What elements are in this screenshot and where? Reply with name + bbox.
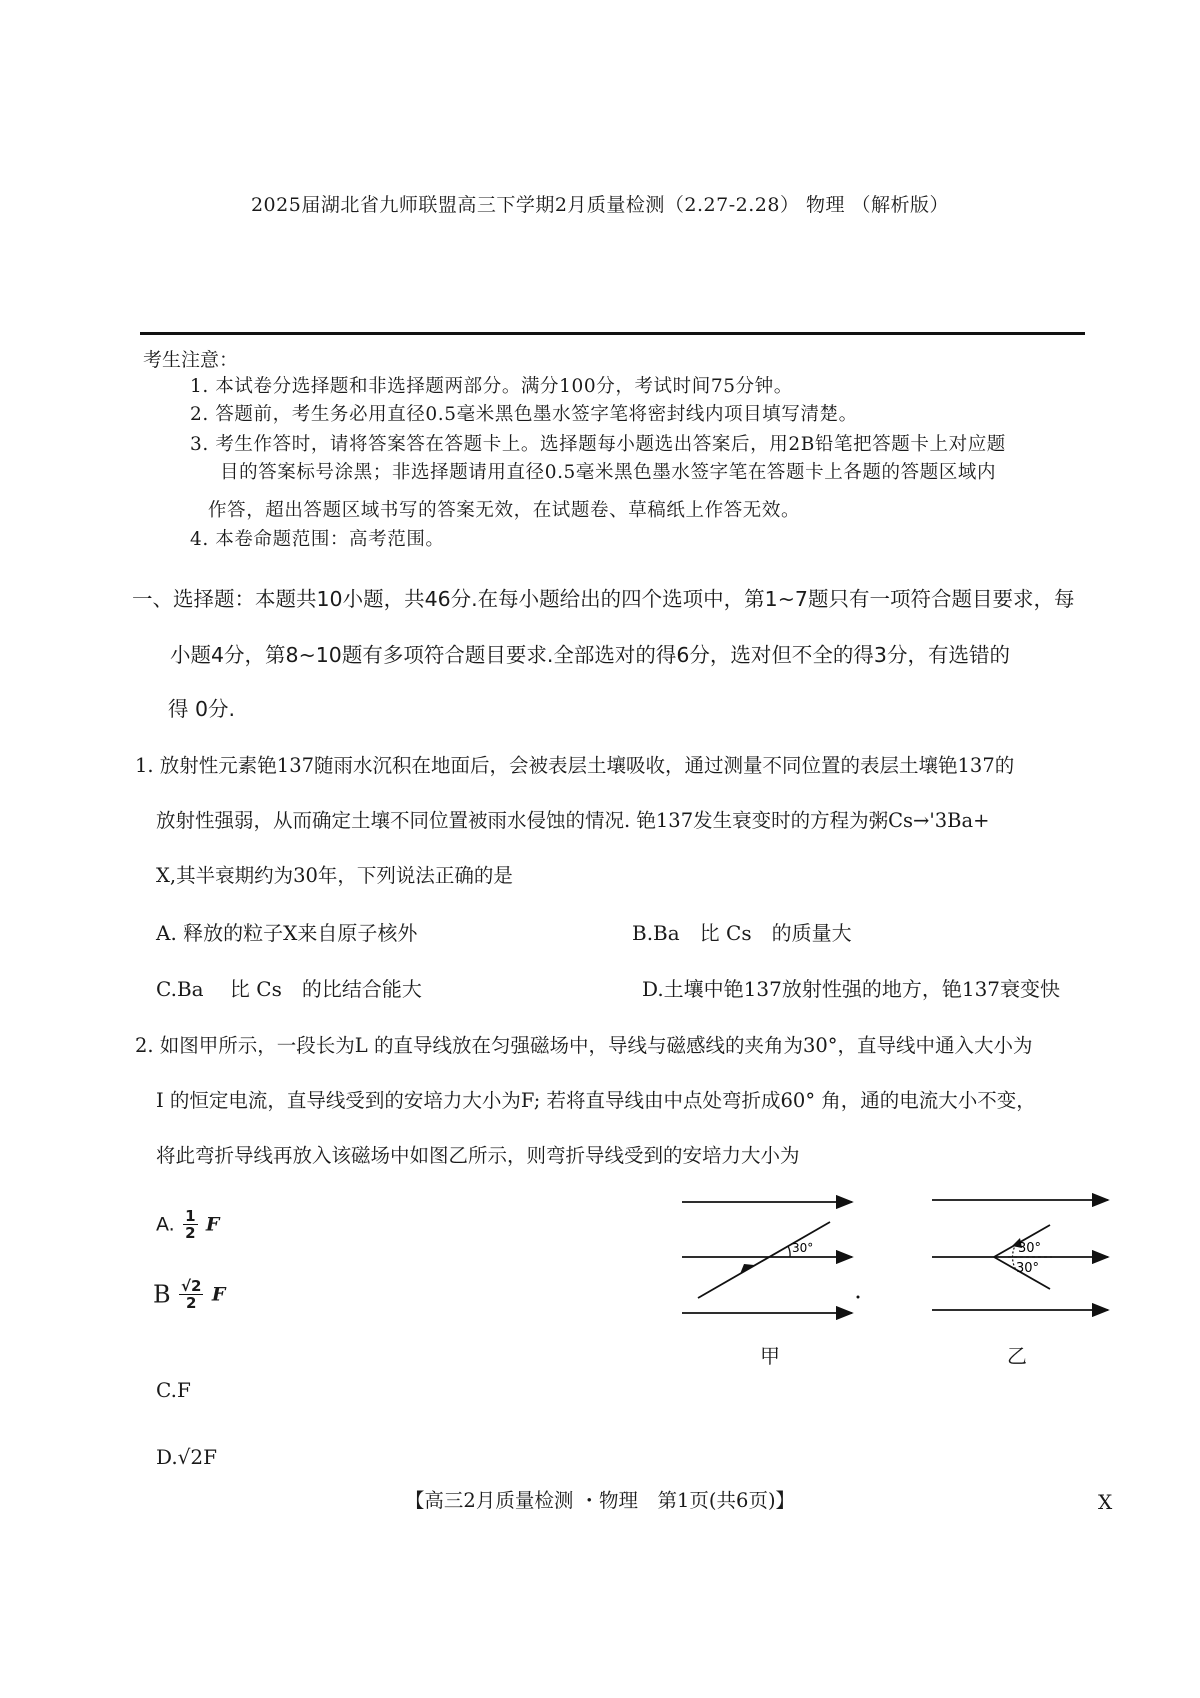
notice-item-3-cont2: 作答，超出答题区域书写的答案无效，在试题卷、草稿纸上作答无效。 bbox=[208, 500, 801, 521]
option-a-label: A. bbox=[156, 1213, 175, 1236]
angle-arc bbox=[788, 1246, 790, 1257]
question-1-option-a: A. 释放的粒子X来自原子核外 bbox=[156, 921, 418, 945]
notice-item-4: 4. 本卷命题范围：高考范围。 bbox=[190, 529, 445, 550]
current-arrow-icon bbox=[740, 1264, 754, 1274]
figure-caption-yi: 乙 bbox=[1007, 1344, 1027, 1368]
question-2-line-2: I 的恒定电流，直导线受到的安培力大小为F; 若将直导线由中点处弯折成60° 角，通的电流大小不变， bbox=[156, 1089, 1036, 1112]
notice-item-1: 1. 本试卷分选择题和非选择题两部分。满分100分，考试时间75分钟。 bbox=[190, 376, 793, 397]
question-2-line-1: 2. 如图甲所示，一段长为L 的直导线放在匀强磁场中，导线与磁感线的夹角为30°，直导线中通入大小为 bbox=[135, 1034, 1033, 1057]
question-1-line-2: 放射性强弱，从而确定土壤不同位置被雨水侵蚀的情况. 铯137发生衰变时的方程为粥Cs→'3Ba+ bbox=[156, 809, 990, 832]
notice-item-3-cont: 目的答案标号涂黑；非选择题请用直径0.5毫米黑色墨水签字笔在答题卡上各题的答题区域内 bbox=[220, 462, 997, 483]
section-heading-cont: 小题4分，第8~10题有多项符合题目要求.全部选对的得6分，选对但不全的得3分，有选错的 bbox=[170, 643, 1010, 667]
figure-jia bbox=[680, 1190, 880, 1330]
question-1-option-c: C.Ba 比 Cs 的比结合能大 bbox=[156, 977, 422, 1001]
stray-dot bbox=[857, 1296, 860, 1299]
figure-caption-jia: 甲 bbox=[760, 1344, 780, 1368]
question-1-line-3: X,其半衰期约为30年，下列说法正确的是 bbox=[156, 864, 513, 887]
option-b-numerator: √2 bbox=[181, 1277, 202, 1295]
page-footer: 【高三2月质量检测 ・物理 第1页(共6页)】 bbox=[404, 1489, 796, 1512]
angle-label-yi-bottom: 30° bbox=[1016, 1261, 1040, 1276]
figure-yi bbox=[930, 1190, 1120, 1330]
option-b-label: B bbox=[153, 1280, 171, 1309]
notice-item-2: 2. 答题前，考生务必用直径0.5毫米黑色墨水签字笔将密封线内项目填写清楚。 bbox=[190, 404, 858, 425]
notice-heading: 考生注意： bbox=[143, 349, 239, 371]
option-b-denominator: 2 bbox=[186, 1294, 197, 1312]
document-title: 2025届湖北省九师联盟高三下学期2月质量检测（2.27-2.28） 物理 （解析版） bbox=[250, 194, 950, 216]
angle-label-jia: 30° bbox=[792, 1241, 814, 1255]
option-b-fraction bbox=[179, 1278, 203, 1311]
footer-mark: X bbox=[1098, 1490, 1113, 1514]
question-2-option-b bbox=[153, 1278, 225, 1311]
question-2-line-3: 将此弯折导线再放入该磁场中如图乙所示，则弯折导线受到的安培力大小为 bbox=[156, 1144, 800, 1167]
option-b-variable: F bbox=[211, 1283, 226, 1306]
question-2-option-c: C.F bbox=[156, 1378, 191, 1402]
question-2-option-a bbox=[156, 1208, 219, 1241]
question-2-option-d: D.√2F bbox=[156, 1445, 218, 1469]
option-a-numerator: 1 bbox=[185, 1207, 196, 1225]
question-1-option-b: B.Ba 比 Cs 的质量大 bbox=[632, 921, 852, 945]
section-heading-cont2: 得 0分. bbox=[168, 697, 236, 721]
option-a-fraction bbox=[183, 1208, 197, 1241]
angle-label-yi-top: 30° bbox=[1018, 1241, 1042, 1256]
question-1-option-d: D.土壤中铯137放射性强的地方，铯137衰变快 bbox=[642, 977, 1061, 1001]
question-1-line-1: 1. 放射性元素铯137随雨水沉积在地面后，会被表层土壤吸收，通过测量不同位置的表层土壤铯137的 bbox=[135, 754, 1015, 777]
section-heading: 一、选择题：本题共10小题，共46分.在每小题给出的四个选项中，第1~7题只有一项符合题目要求，每 bbox=[132, 587, 1075, 611]
notice-item-3: 3. 考生作答时，请将答案答在答题卡上。选择题每小题选出答案后，用2B铅笔把答题卡上对应题 bbox=[190, 434, 1006, 455]
option-a-denominator: 2 bbox=[185, 1224, 196, 1242]
straight-wire bbox=[698, 1222, 830, 1298]
header-divider bbox=[140, 332, 1085, 335]
option-a-variable: F bbox=[205, 1213, 220, 1236]
